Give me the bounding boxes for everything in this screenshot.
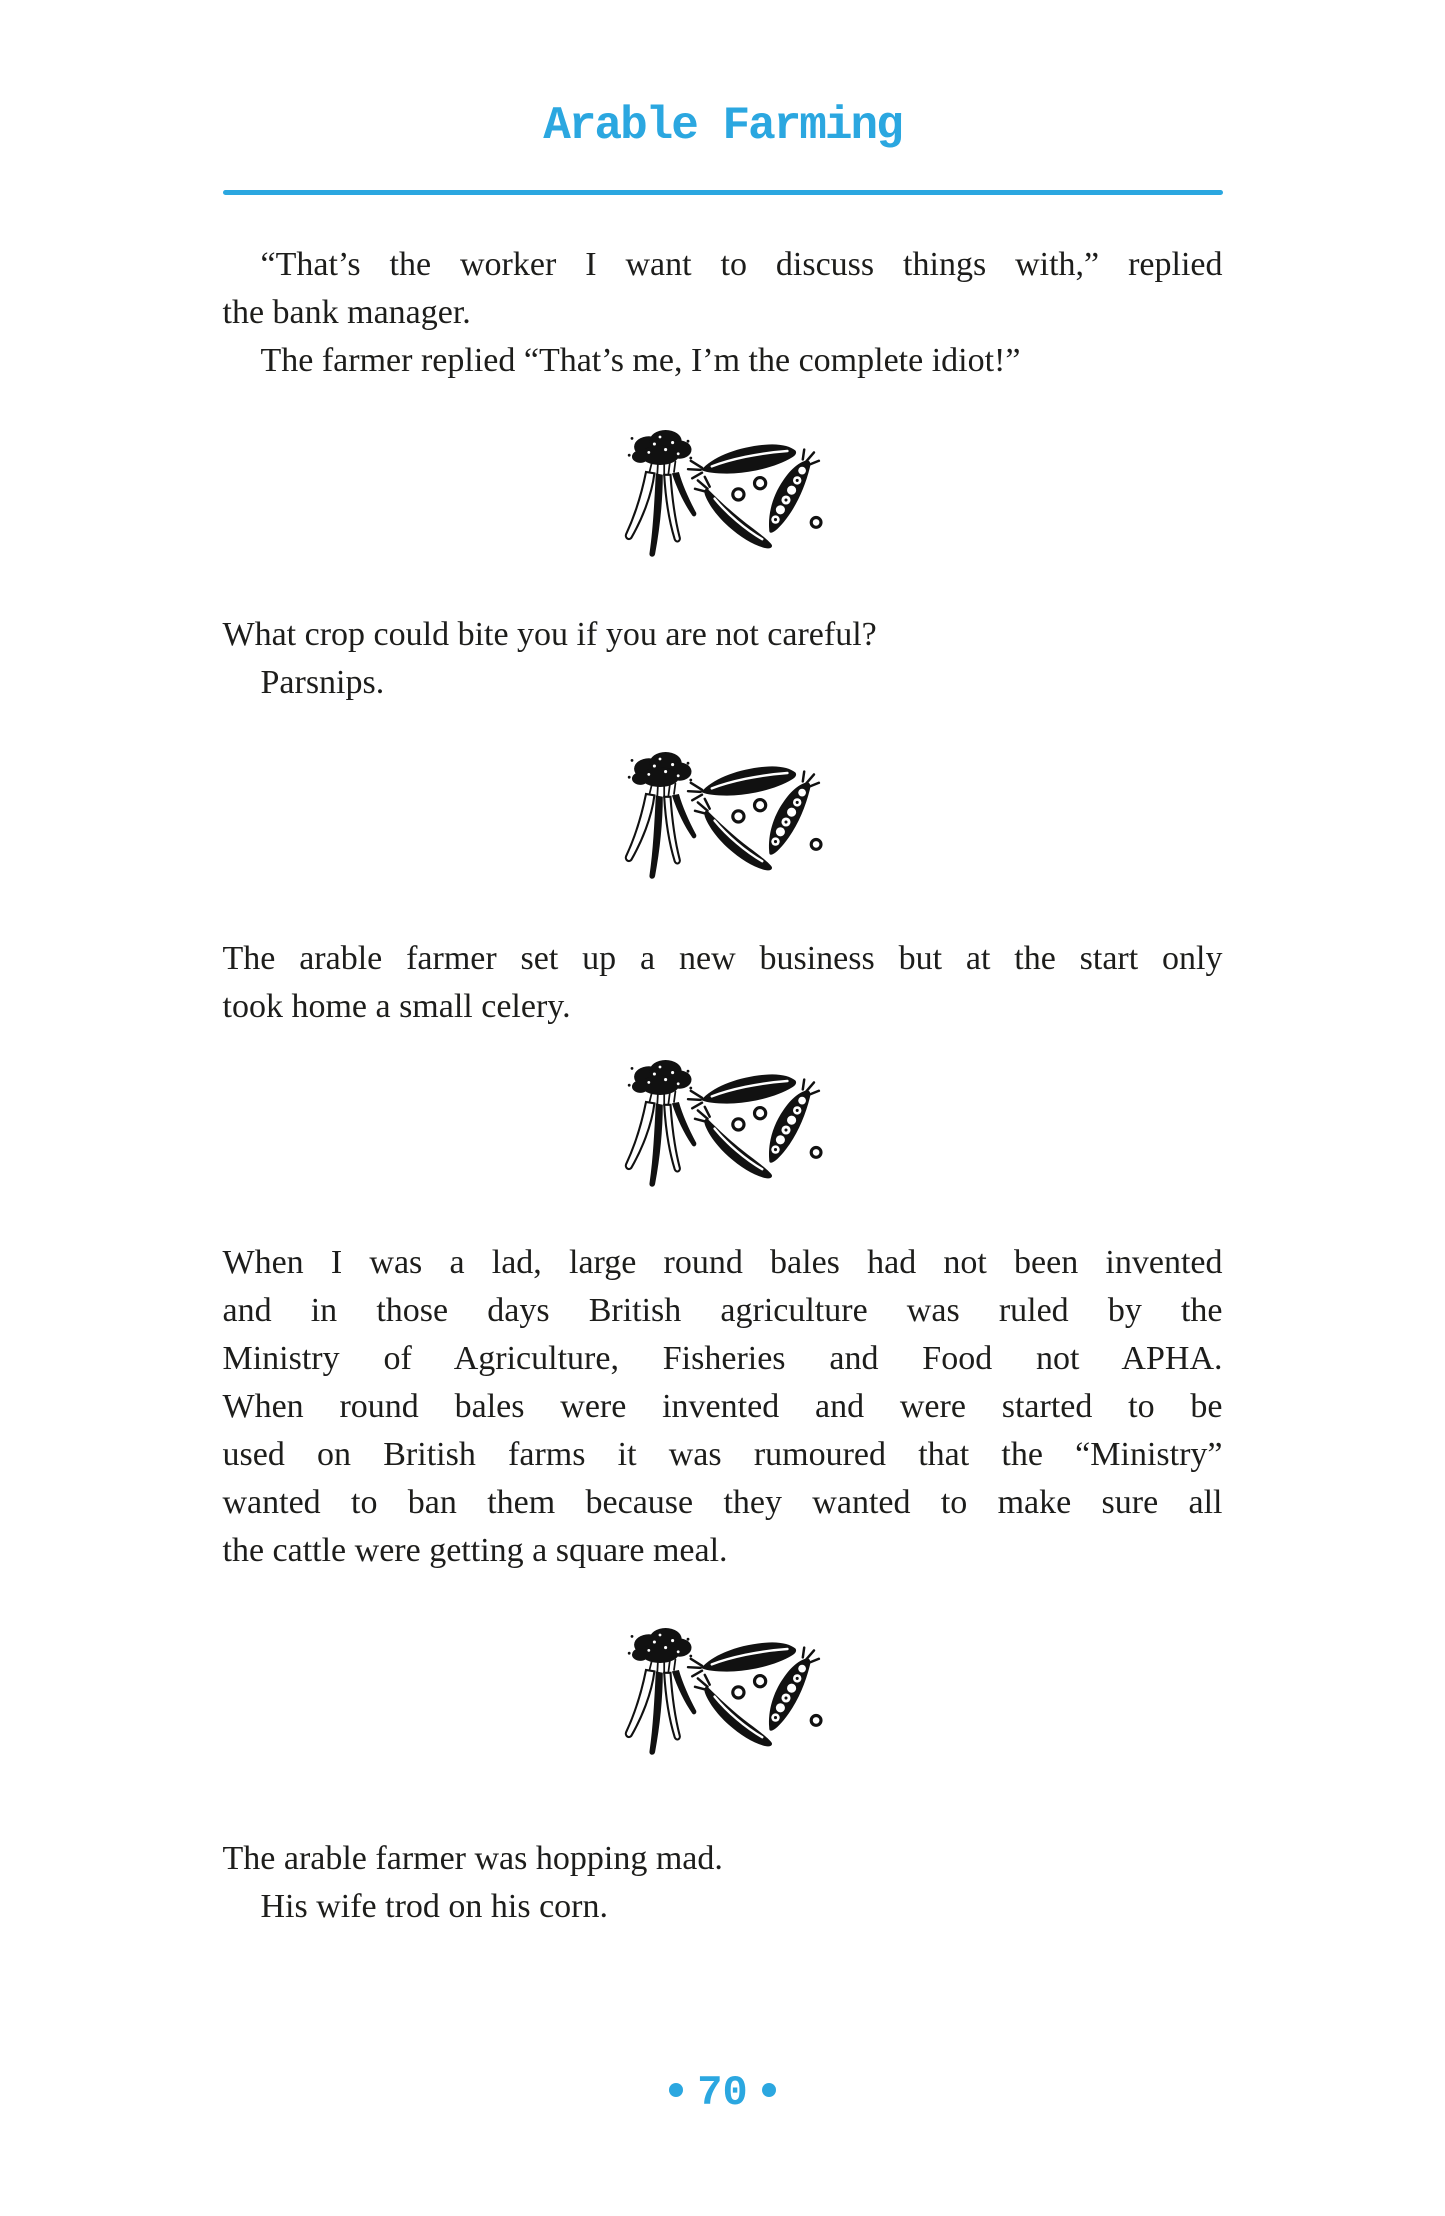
joke1-question: What crop could bite you if you are not careful?: [222, 616, 877, 653]
page-number-dot: [762, 2083, 776, 2097]
joke1-answer: Parsnips.: [260, 664, 385, 701]
page-number-dot: [669, 2083, 683, 2097]
joke3-punchline: His wife trod on his corn.: [260, 1888, 609, 1925]
dialogue-reply-line-1: “That’s the worker I want to discuss things with,” replied: [260, 246, 1223, 283]
page-title: Arable Farming: [543, 100, 902, 152]
joke2-line-1: The arable farmer set up a new business but at the start only: [222, 940, 1223, 977]
carrots-peas-icon: [618, 1053, 828, 1193]
story-line: used on British farms it was rumoured that the “Ministry”: [222, 1436, 1223, 1473]
joke2-line-2: took home a small celery.: [222, 988, 571, 1025]
title-divider: [223, 190, 1223, 195]
carrots-peas-illustration: [618, 745, 828, 885]
dialogue-farmer-line: The farmer replied “That’s me, I’m the complete idiot!”: [260, 342, 1021, 379]
story-line: Ministry of Agriculture, Fisheries and Food not APHA.: [222, 1340, 1223, 1377]
carrots-peas-illustration: [618, 1053, 828, 1193]
story-paragraph: [223, 1239, 1223, 1575]
dialogue-reply-line-2: the bank manager.: [222, 294, 471, 331]
carrots-peas-icon: [618, 423, 828, 563]
story-line: When round bales were invented and were started to be: [222, 1388, 1223, 1425]
carrots-peas-icon: [618, 745, 828, 885]
carrots-peas-illustration: [618, 1621, 828, 1761]
page-content: [223, 98, 1223, 1931]
story-line: When I was a lad, large round bales had not been invented: [222, 1244, 1223, 1281]
story-line: wanted to ban them because they wanted to make sure all: [222, 1484, 1223, 1521]
story-line: the cattle were getting a square meal.: [222, 1532, 728, 1569]
page-number-value: 70: [697, 2069, 748, 2117]
carrots-peas-illustration: [618, 423, 828, 563]
page-number: [0, 2070, 1445, 2116]
joke3-setup: The arable farmer was hopping mad.: [222, 1840, 723, 1877]
story-line: and in those days British agriculture was ruled by the: [222, 1292, 1223, 1329]
carrots-peas-icon: [618, 1621, 828, 1761]
